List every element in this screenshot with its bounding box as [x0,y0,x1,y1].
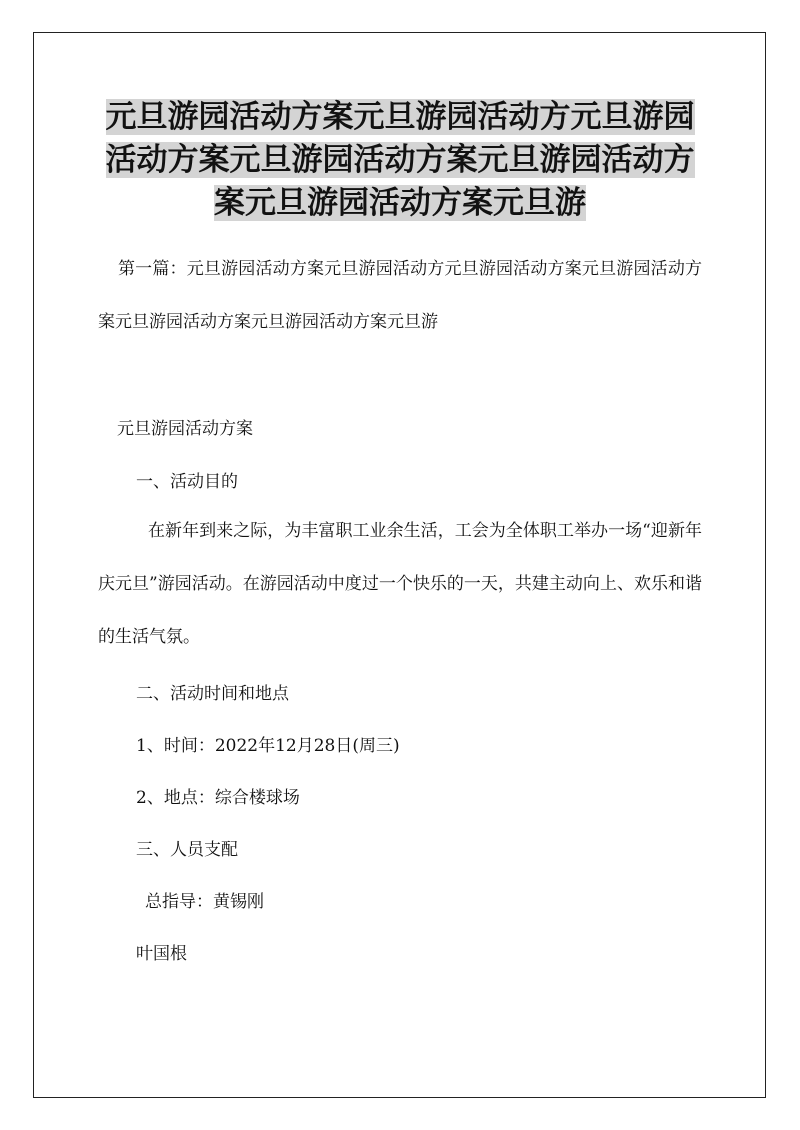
time-item: 1、时间：2022年12月28日(周三) [136,736,400,756]
place-item: 2、地点：综合楼球场 [136,788,300,808]
section-heading: 第一篇：元旦游园活动方案元旦游园活动方元旦游园活动方案元旦游园活动方案元旦游园活动方案元旦游园活动方案元旦游 [98,259,702,332]
heading-time-place: 二、活动时间和地点 [136,684,289,704]
director-line: 总指导：黄锡刚 [145,892,264,912]
purpose-paragraph: 在新年到来之际，为丰富职工业余生活，工会为全体职工举办一场“迎新年 庆元旦”游园活动。在游园活动中度过一个快乐的一天，共建主动向上、欢乐和谐的生活气氛。 [98,521,702,647]
document-title-text: 元旦游园活动方案元旦游园活动方元旦游园活动方案元旦游园活动方案元旦游园活动方案元旦游园活动方案元旦游 [105,99,695,221]
plan-title: 元旦游园活动方案 [117,419,253,439]
member-line: 叶国根 [136,944,187,964]
heading-purpose: 一、活动目的 [136,472,238,492]
heading-staff: 三、人员支配 [136,840,238,860]
document-title [100,96,700,225]
